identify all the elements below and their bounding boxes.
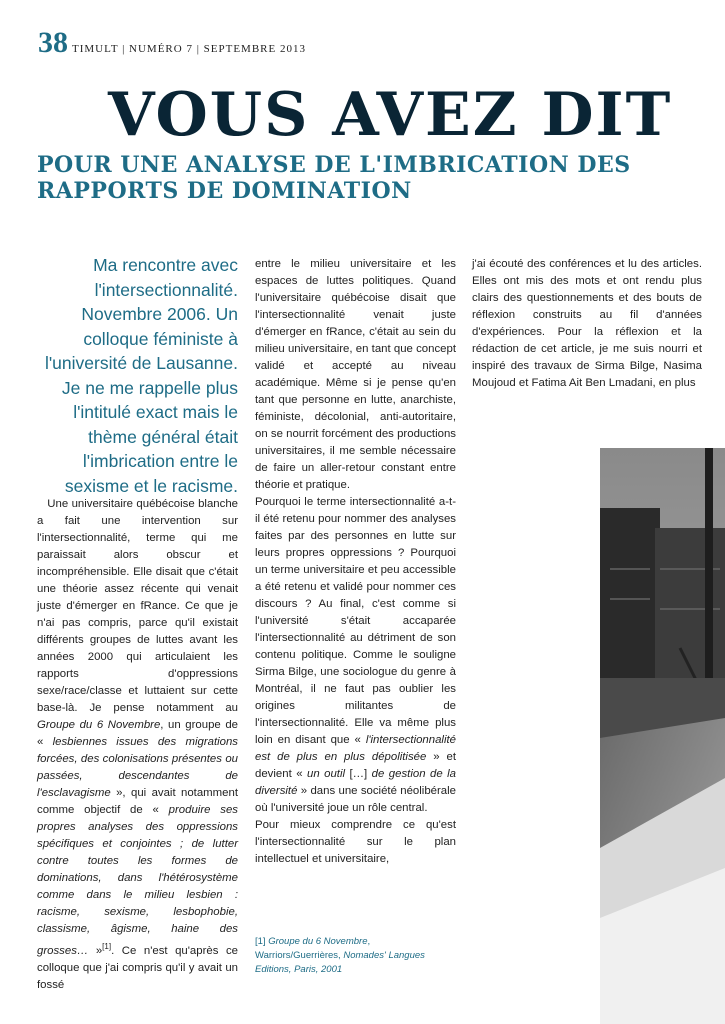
text-run: » et devient «	[255, 751, 456, 780]
paragraph	[255, 494, 456, 817]
body-column-1	[37, 496, 238, 994]
article-title: VOUS AVEZ DIT	[108, 80, 673, 150]
footnote-text: , Warriors/Guerrières,	[255, 936, 371, 961]
paragraph: j'ai écouté des conférences et lu des articles. Elles ont mis des mots et ont rendu plus clairs des questionnements et des bouts de réflexion construits au fil d'années d'expériences. Pour la réflexion et la rédaction de cet article, je me suis nourri et inspiré des travaux de Sirma Bilge, Nasima Moujoud et Fatima Ait Ben Lmadani, en plus	[472, 258, 702, 389]
paragraph: Pour mieux comprendre ce qu'est l'intersectionnalité sur le plan intellectuel et universitaire,	[255, 819, 456, 865]
quote: produire ses propres analyses des oppressions spécifiques et conjointes ; de lutter contre toutes les formes de dominations, dans l'hétérosystème comme dans le milieu lesbien : racisme, sexisme, lesbophobie, classisme, âgisme, haine des grosses…	[37, 804, 238, 957]
group-name: Groupe du 6 Novembre	[37, 719, 161, 731]
article-subtitle: POUR UNE ANALYSE DE L'IMBRICATION DES RAPPORTS DE DOMINATION	[37, 152, 631, 204]
text-run: Une universitaire québécoise blanche a fait une intervention sur l'intersectionnalité, terme qui me paraissait alors obscur et incompréhensible. Elle disait que c'était une théorie assez récente qui venait juste d'émerger en fRance. Ce que je n'ai pas compris, parce qu'il existait différents groupes de luttes avant les années 2000 qui articulaient les rapports d'oppressions sexe/race/classe et luttaient sur cette base-là. Je pense notamment au	[37, 498, 238, 714]
running-title: TIMULT | NUMÉRO 7 | SEPTEMBRE 2013	[72, 43, 306, 55]
text-run: . Ce n'est qu'après ce colloque que j'ai compris qu'il y avait un fossé	[37, 944, 238, 991]
page-number: 38	[38, 26, 68, 59]
footnote-marker: [1]	[255, 936, 266, 947]
page-header	[38, 26, 306, 60]
text-run: Pourquoi le terme intersectionnalité a-t-il été retenu pour nommer des analyses faites par des personnes en lutte sur leurs propres oppressions ? Pourquoi un terme universitaire et peu accessible a été retenu et validé pour nommer ces discours ? Au final, c'est comme si l'université s'était accaparée l'intersectionnalité au détriment de son contenu politique. Comme le souligne Sirma Bilge, une sociologue du genre à Montréal, il ne faut pas oublier les origines militantes de l'intersectionnalité. Elle va même plus loin en disant que «	[255, 496, 456, 746]
quote: lesbiennes issues des migrations forcées, des colonisations présentes ou passées, descendantes de l'esclavagisme	[37, 736, 239, 799]
body-column-2	[255, 256, 456, 868]
quote: un outil	[307, 768, 346, 780]
quote: de gestion de la diversité	[255, 768, 456, 797]
paragraph	[37, 496, 238, 994]
pullquote: Ma rencontre avec l'intersectionnalité. Novembre 2006. Un colloque féministe à l'université de Lausanne. Je ne me rappelle plus l'intitulé exact mais le thème général était l'imbrication entre le sexisme et le racisme.	[44, 255, 238, 496]
paragraph: entre le milieu universitaire et les espaces de luttes politiques. Quand l'universitaire québécoise disait que l'intersectionnalité venait juste d'émerger en fRance, c'était au sein du milieu universitaire, en tant que concept validé et accepté au niveau académique. Même si je pense qu'en tant que personne en lutte, anarchiste, féministe, décolonial, anti-autoritaire, on se nourrit forcément des productions universitaires, il me semble nécessaire de faire un aller-retour constant entre théorie et pratique.	[255, 258, 456, 491]
quote: l'intersectionnalité est de plus en plus dépolitisée	[255, 734, 456, 763]
text-run: , un groupe de «	[37, 719, 238, 748]
footnote-publisher: Nomades' Langues Editions, Paris, 2001	[255, 950, 425, 975]
text-run: […]	[345, 768, 372, 780]
text-run: » dans une société néolibérale où l'université joue un rôle central.	[255, 785, 456, 814]
footnote-title: Groupe du 6 Novembre	[268, 936, 368, 947]
footnote	[255, 935, 456, 977]
text-run: », qui avait notamment comme objectif de «	[37, 787, 238, 816]
footnote-ref[interactable]: [1]	[102, 942, 112, 951]
body-column-3	[472, 256, 702, 392]
text-run: »	[88, 944, 103, 957]
photo-university-building	[600, 448, 725, 1024]
